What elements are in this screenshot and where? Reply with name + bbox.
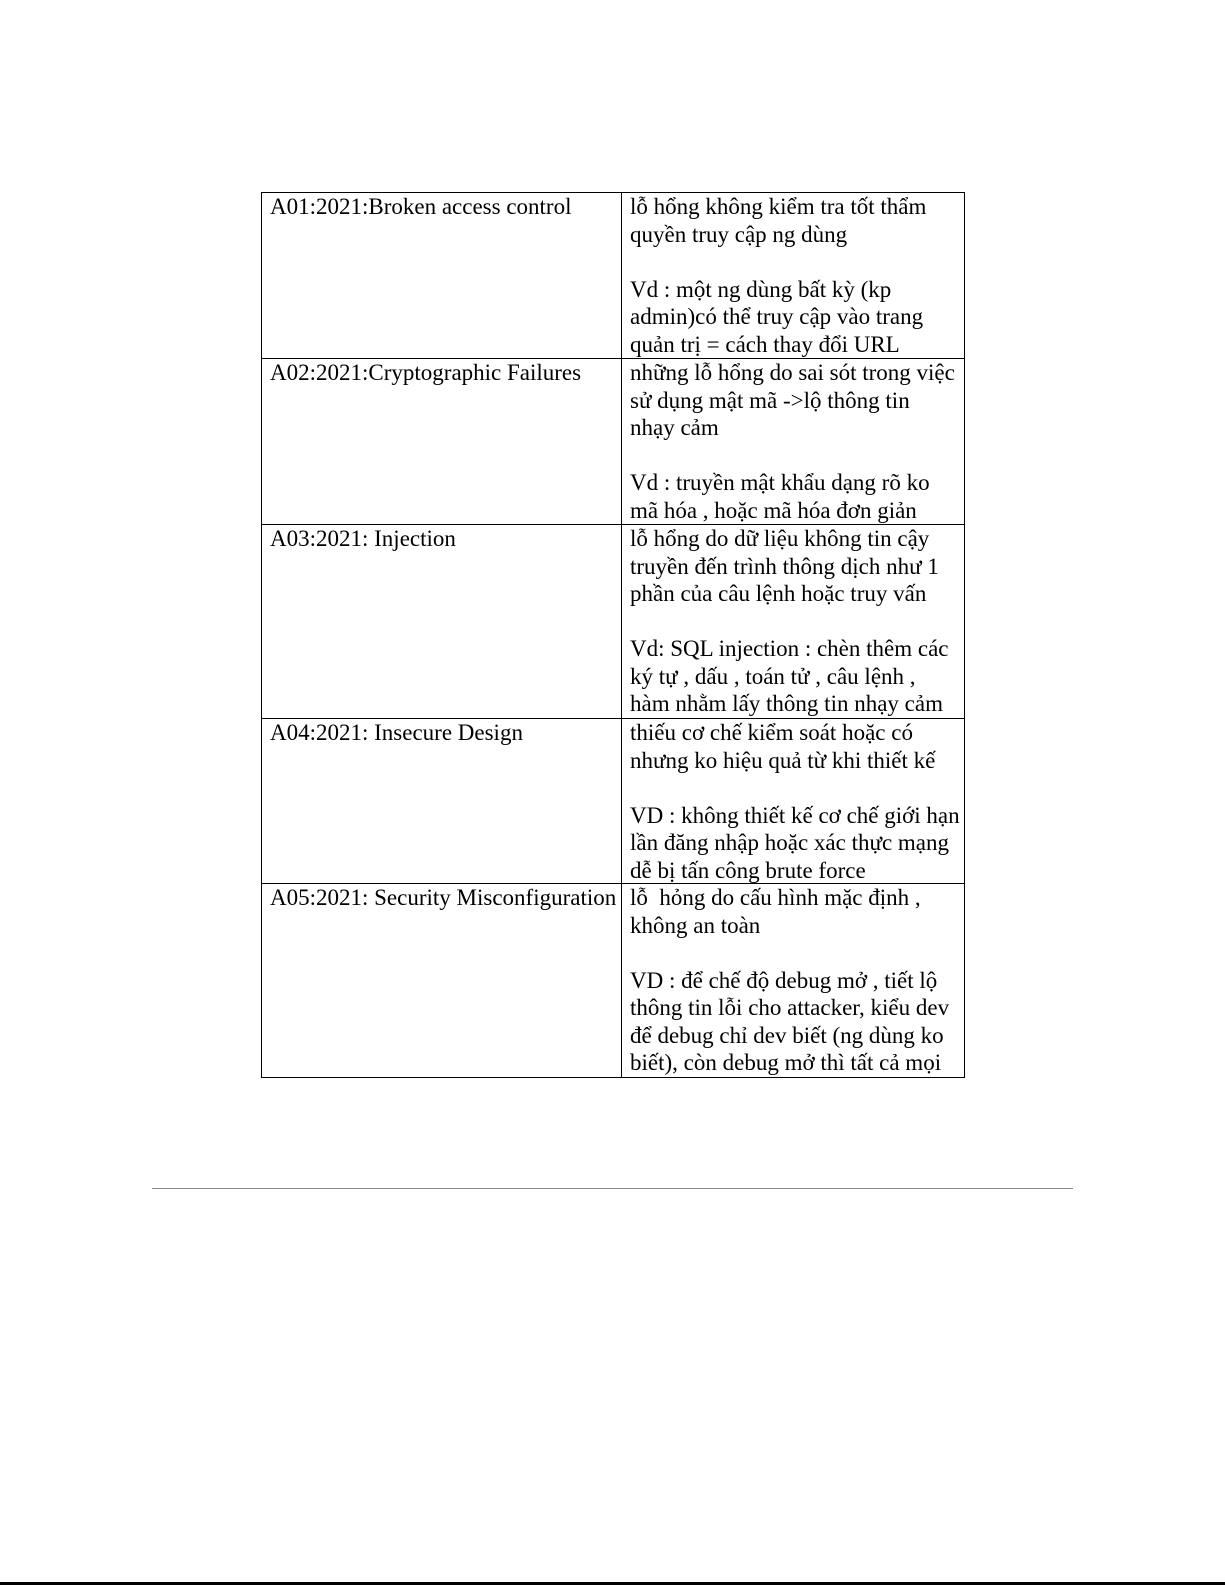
- owasp-table: [261, 192, 965, 1078]
- table-row: [262, 719, 965, 884]
- vulnerability-name: A01:2021:Broken access control: [270, 194, 572, 219]
- vulnerability-name: A04:2021: Insecure Design: [270, 720, 523, 745]
- vulnerability-example: VD : không thiết kế cơ chế giới hạn lần đăng nhập hoặc xác thực mạng dễ bị tấn công brute force: [630, 802, 966, 883]
- page-divider: [152, 1188, 1073, 1189]
- vulnerability-example: Vd : truyền mật khẩu dạng rõ ko mã hóa , hoặc mã hóa đơn giản: [630, 470, 936, 523]
- vulnerability-description-cell: [622, 359, 965, 525]
- vulnerability-name: A03:2021: Injection: [270, 526, 456, 551]
- vulnerability-example: VD : để chế độ debug mở , tiết lộ thông tin lỗi cho attacker, kiểu dev để debug chỉ dev biết (ng dùng ko biết), còn debug mở thì tất cả mọi: [630, 967, 955, 1075]
- vulnerability-description: lỗ hổng do dữ liệu không tin cậy truyền đến trình thông dịch như 1 phần của câu lệnh hoặc truy vấn: [630, 526, 945, 606]
- vulnerability-description-cell: [622, 193, 965, 359]
- vulnerability-name-cell: [262, 884, 622, 1078]
- vulnerability-name-cell: [262, 719, 622, 884]
- vulnerability-description-cell: [622, 884, 965, 1078]
- vulnerability-example: Vd : một ng dùng bất kỳ (kp admin)có thể truy cập vào trang quản trị = cách thay đổi URL: [630, 276, 929, 357]
- vulnerability-name: A02:2021:Cryptographic Failures: [270, 360, 582, 385]
- vulnerability-name: A05:2021: Security Misconfiguration: [270, 885, 617, 910]
- vulnerability-description: lỗ hỏng do cấu hình mặc định , không an toàn: [630, 885, 927, 938]
- vulnerability-description: lỗ hổng không kiểm tra tốt thẩm quyền truy cập ng dùng: [630, 194, 933, 247]
- vulnerability-description: những lỗ hổng do sai sót trong việc sử dụng mật mã ->lộ thông tin nhạy cảm: [630, 360, 961, 440]
- vulnerability-name-cell: [262, 525, 622, 719]
- table-row: [262, 525, 965, 719]
- table-row: [262, 359, 965, 525]
- vulnerability-example: Vd: SQL injection : chèn thêm các ký tự , dấu , toán tử , câu lệnh , hàm nhằm lấy thông tin nhạy cảm: [630, 636, 955, 716]
- vulnerability-description-cell: [622, 719, 965, 884]
- vulnerability-name-cell: [262, 193, 622, 359]
- vulnerability-description: thiếu cơ chế kiểm soát hoặc có nhưng ko hiệu quả từ khi thiết kế: [630, 720, 936, 773]
- vulnerability-description-cell: [622, 525, 965, 719]
- table-row: [262, 884, 965, 1078]
- vulnerability-name-cell: [262, 359, 622, 525]
- table-row: [262, 193, 965, 359]
